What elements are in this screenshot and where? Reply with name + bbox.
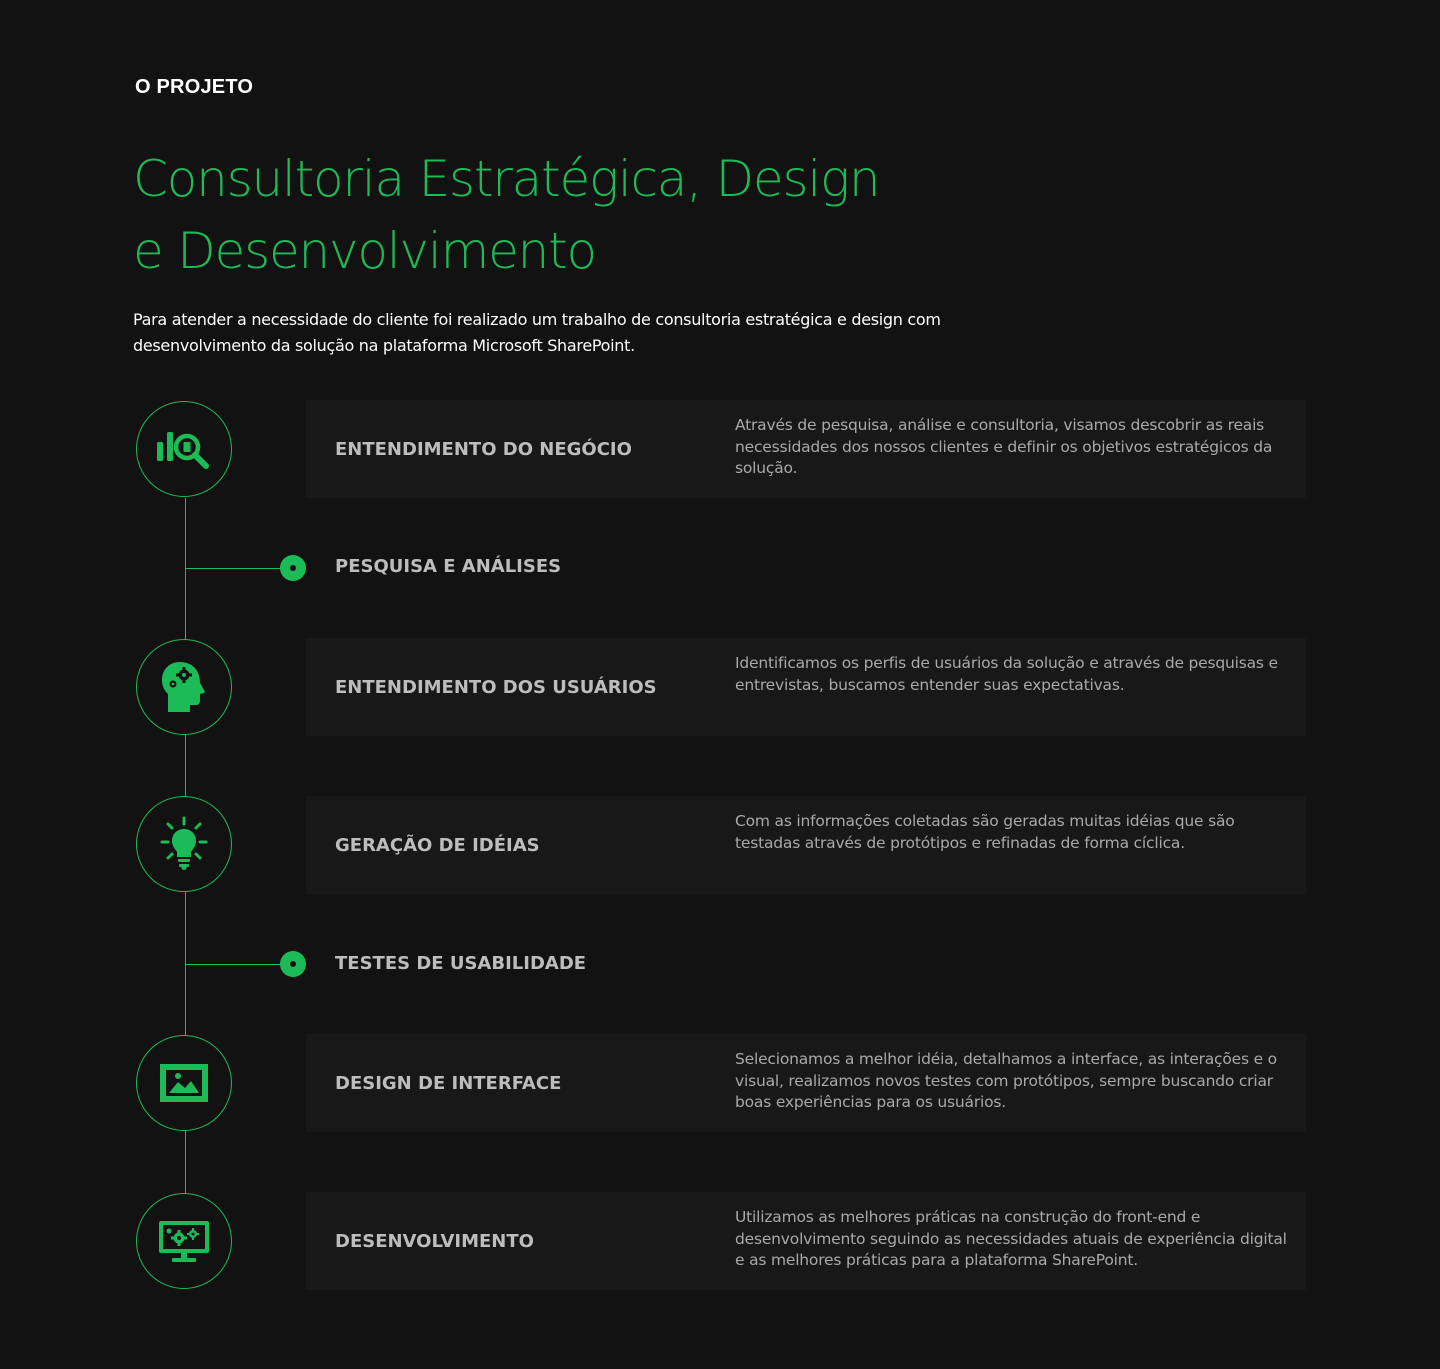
stage-card-business: [306, 400, 1306, 498]
stage-title: DESIGN DE INTERFACE: [335, 1072, 562, 1094]
stage-title: GERAÇÃO DE IDÉIAS: [335, 834, 540, 856]
page-title: [133, 143, 1033, 287]
monitor-gears-icon: [157, 1218, 211, 1264]
stage-title: ENTENDIMENTO DOS USUÁRIOS: [335, 676, 657, 698]
stage-description: Selecionamos a melhor idéia, detalhamos a interface, as interações e o visual, realizamos novos testes com protótipos, sempre buscando criar boas experiências para os usuários.: [735, 1050, 1277, 1111]
branch-label-research: PESQUISA E ANÁLISES: [335, 556, 562, 577]
branch-dot-usability: [280, 951, 306, 977]
branch-dot-research: [280, 555, 306, 581]
image-frame-icon: [158, 1062, 210, 1104]
stage-description: Através de pesquisa, análise e consultoria, visamos descobrir as reais necessidades dos nossos clientes e definir os objetivos estratégicos da solução.: [735, 416, 1273, 477]
branch-line-research: [186, 568, 282, 569]
stage-description: Com as informações coletadas são geradas muitas idéias que são testadas através de protótipos e refinadas de forma cíclica.: [735, 812, 1235, 852]
intro-paragraph: Para atender a necessidade do cliente foi realizado um trabalho de consultoria estratégica e design com desenvolvimento da solução na plataforma Microsoft SharePoint.: [133, 310, 941, 355]
stage-icon-development: [136, 1193, 232, 1289]
stage-description: Utilizamos as melhores práticas na construção do front-end e desenvolvimento seguindo as necessidades atuais de experiência digital e as melhores práticas para a plataforma SharePoint.: [735, 1208, 1287, 1269]
page-title-line-2: e Desenvolvimento: [133, 222, 596, 280]
branch-label-usability: TESTES DE USABILIDADE: [335, 953, 587, 974]
stage-title: ENTENDIMENTO DO NEGÓCIO: [335, 438, 632, 460]
lightbulb-icon: [159, 816, 209, 872]
stage-card-development: [306, 1192, 1306, 1290]
branch-line-usability: [186, 964, 282, 965]
stage-icon-business: [136, 401, 232, 497]
section-eyebrow: O PROJETO: [135, 76, 254, 98]
page-title-line-1: Consultoria Estratégica, Design: [133, 150, 880, 208]
business-analysis-icon: [154, 426, 214, 472]
stage-card-users: [306, 638, 1306, 736]
stage-card-interface: [306, 1034, 1306, 1132]
stage-card-ideas: [306, 796, 1306, 894]
stage-icon-ideas: [136, 796, 232, 892]
stage-description: Identificamos os perfis de usuários da solução e através de pesquisas e entrevistas, buscamos entender suas expectativas.: [735, 654, 1278, 694]
stage-icon-interface: [136, 1035, 232, 1131]
stage-icon-users: [136, 639, 232, 735]
stage-title: DESENVOLVIMENTO: [335, 1230, 534, 1252]
user-mind-icon: [160, 660, 208, 714]
